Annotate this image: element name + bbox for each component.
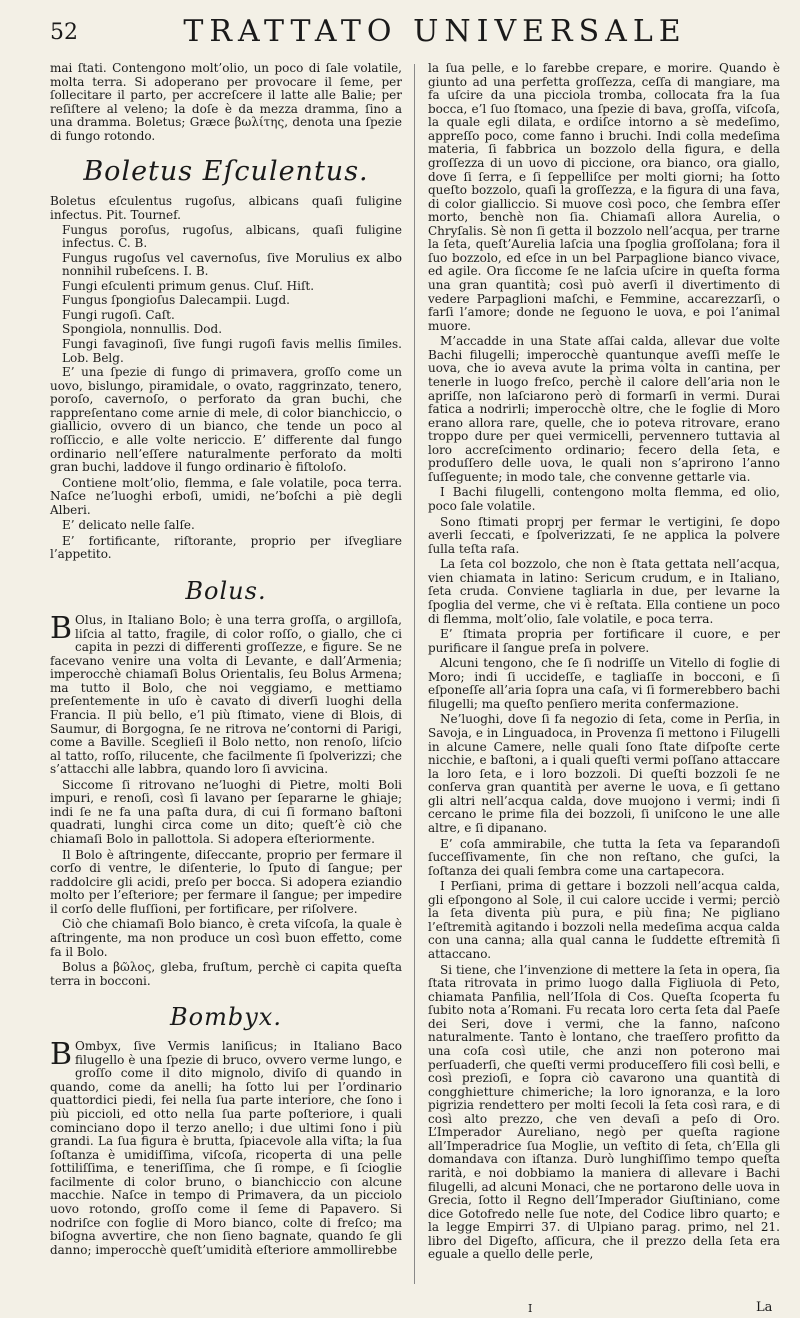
page-header xyxy=(50,14,780,58)
paragraph xyxy=(50,611,402,777)
column-divider xyxy=(414,64,415,1284)
paragraph: E’ una ſpezie di fungo di primavera, groſſo come un uovo, bislungo, piramidale, o ovato, raggrinzato, tenero, poroſo, cavernoſo, o perforato da gran buchi, che rappreſentano come arnie di mele, di color bianchiccio, o giallicio, ovvero di un bianco, che tende un poco al roſſiccio, e alle volte nericcio. E’ differente dal fungo ordinario nell’eſſere naturalmente perforato da molti gran buchi, laddove il fungo ordinario è fiſtoloſo. xyxy=(50,365,402,475)
paragraph: Ne’luoghi, dove ſi fa negozio di ſeta, come in Perſia, in Savoja, e in Linguadoca, in Provenza ſi mettono i Filugelli in alcune Camere, nelle quali ſono ſtate diſpoſte certe nicchie, e baſtoni, a i quali queſti vermi poſſano attaccare la loro ſeta, e i loro bozzoli. Di queſti bozzoli ſe ne conſerva gran quantità per averne le uova, e ſi gettano gli altri nell’acqua calda, dove muojono i vermi; indi ſi cercano le prime fila dei bozzoli, ſi uniſcono le une alle altre, e ſi dipanano. xyxy=(428,712,780,835)
paragraph: Si tiene, che l’invenzione di mettere la ſeta in opera, ſia ſtata ritrovata in primo luogo dalla Figliuola di Peto, chiamata Panfilia, nell’Iſola di Cos. Queſta ſcoperta fu ſubito nota a’Romani. Fu recata loro certa ſeta dal Paeſe dei Seri, dove i vermi, che la fanno, naſcono naturalmente. Tanto è lontano, che traeſſero profitto da una coſa così utile, che anzi non poterono mai perſuaderſi, che queſti vermi produceſſero fili così belli, e così prezioſi, e ſopra ciò cavarono una quantità di congghietture chimeriche; la loro ignoranza, e la loro pigrizia rendettero per molti ſecoli la ſeta così rara, e di così alto prezzo, che ven devaſi a peſo di Oro. L’Imperador Aureliano, negò per queſta ragione all’Imperadrice ſua Moglie, un veſtito di ſeta, ch’Ella gli domandava con iſtanza. Durò lunghiſſimo tempo queſta rarità, e noi dobbiamo la maniera di allevare i Bachi filugelli, ad alcuni Monaci, che ne portarono delle uova in Grecia, ſotto il Regno dell’Imperador Giuſtiniano, come dice Gotofredo nelle ſue note, del Codice libro quarto; e la legge Empirri 37. di Ulpiano parag. primo, nel 21. libro del Digeſto, aſſicura, che il prezzo della ſeta era eguale a quello delle perle, xyxy=(428,962,780,1262)
paragraph: Ciò che chiamaſi Bolo bianco, è creta viſcoſa, la quale è aſtringente, ma non produce un così buon effetto, come fa il Bolo. xyxy=(50,917,402,959)
paragraph: Alcuni tengono, che ſe ſi nodriſſe un Vitello di foglie di Moro; indi ſi uccideſſe, e tagliaſſe in bocconi, e ſi eſponeſſe all’aria ſopra una caſa, vi ſi formerebbero bachi filugelli; ma queſto penſiero merita confermazione. xyxy=(428,656,780,711)
synonym-line: Boletus eſculentus rugoſus, albicans quaſi fuligine infectus. Pit. Tournef. xyxy=(50,194,402,222)
catchword: La xyxy=(756,1300,773,1315)
paragraph: E’ coſa ammirabile, che tutta la ſeta va ſeparandoſi ſucceſſivamente, ſin che non reſtano, che guſci, la ſoſtanza dei quali ſembra come una cartapecora. xyxy=(428,836,780,878)
synonym-line: Fungi rugoſi. Caſt. xyxy=(62,307,175,322)
entry-heading: Bombyx. xyxy=(170,1003,282,1032)
page-number: 52 xyxy=(50,20,78,45)
right-column xyxy=(428,62,780,1264)
paragraph: Siccome ſi ritrovano ne’luoghi di Pietre, molti Boli impuri, e renoſi, così ſi lavano per ſepararne le ghiaje; indi ſe ne fa una paſta dura, di cui ſi formano baſtoni quadrati, lunghi circa come un dito; queſt’è ciò che chiamaſi Bolo in pallottola. Si adopera eſteriormente. xyxy=(50,777,402,846)
running-title: TRATTATO UNIVERSALE xyxy=(183,14,687,49)
paragraph: E’ ſtimata propria per fortificare il cuore, e per purificare il ſangue preſa in polvere. xyxy=(428,627,780,655)
paragraph: E’ delicato nelle ſalſe. xyxy=(62,518,195,533)
drop-cap: B xyxy=(50,611,73,646)
entry-heading: Boletus Eſculentus. xyxy=(83,156,369,188)
paragraph: I Bachi filugelli, contengono molta flemma, ed olio, poco ſale volatile. xyxy=(428,485,780,513)
paragraph: Contiene molt’olio, flemma, e ſale volatile, poca terra. Naſce ne’luoghi erboſi, umidi, ne’boſchi a piè degli Alberi. xyxy=(50,475,402,517)
synonym-line: Fungus ſpongioſus Dalecampii. Lugd. xyxy=(62,293,290,308)
paragraph: I Perſiani, prima di gettare i bozzoli nell’acqua calda, gli eſpongono al Sole, il cui calore uccide i vermi; perciò la ſeta diventa più pura, e più fina; Ne pigliano l’eſtremità agitando i bozzoli nella medeſima acqua calda con una canna; alla qual canna le ſuddette eſtremità ſi attaccano. xyxy=(428,879,780,961)
paragraph: La ſeta col bozzolo, che non è ſtata gettata nell’acqua, vien chiamata in latino: Sericum crudum, e in Italiano, ſeta cruda. Conviene tagliarla in due, per levarne la ſpoglia del verme, che vi è reſtata. Ella contiene un poco di flemma, molt’olio, ſale volatile, e poca terra. xyxy=(428,557,780,626)
synonym-line: Fungus rugoſus vel cavernoſus, ſive Morulius ex albo nonnihil rubeſcens. I. B. xyxy=(62,250,402,279)
paragraph: mai ſtati. Contengono molt’olio, un poco di ſale volatile, molta terra. Si adoperano per provocare il ſeme, per ſollecitare il parto, per accreſcere il latte alle Balie; per reſiſtere al veleno; la doſe è da mezza dramma, ſino a una dramma. Boletus; Græce βωλίτης, denota una ſpezie di fungo rotondo. xyxy=(50,61,402,143)
synonym-line: Spongiola, nonnullis. Dod. xyxy=(62,322,223,337)
paragraph-text: Olus, in Italiano Bolo; è una terra groſſa, o argilloſa, liſcia al tatto, fragile, di color roſſo, o giallo, che ci capita in pezzi di differenti groſſezze, e figure. Se ne facevano venire una volta di Levante, e dall’Armenia; imperocchè chiamaſi Bolus Orientalis, ſeu Bolus Armena; ma tutto il Bolo, che noi veggiamo, e mettiamo preſentemente in uſo è cavato di diverſi luoghi della Francia. Il più bello, e’l più ſtimato, viene di Blois, di Saumur, di Borgogna, ſe ne ritrova ne’contorni di Parigi, come a Baville. Sceglieſi il Bolo netto, non renoſo, liſcio al tatto, roſſo, rilucente, che facilmente ſi ſpolverizzi; che s’attacchi alle labbra, quando loro ſi avvicina. xyxy=(50,613,402,777)
synonym-line: Fungus poroſus, rugoſus, albicans, quaſi fuligine infectus. C. B. xyxy=(62,222,402,251)
synonym-line: Fungi eſculenti primum genus. Cluſ. Hiſt. xyxy=(62,278,315,293)
paragraph: M’accadde in una State aſſai calda, allevar due volte Bachi filugelli; imperocchè quantunque aveſſi meſſe le uova, che io aveva avute la prima volta in cantina, per tenerle in luogo freſco, perchè il calore dell’aria non le apriſſe, non laſciarono però di formarſi in vermi. Durai fatica a nodrirli; imperocchè oltre, che le foglie di Moro erano allora rare, quelle, che io poteva ritrovare, erano troppo dure per quei vermicelli, pervennero tuttavia al loro accreſcimento ordinario; fecero della ſeta, e produſſero delle uova, le quali non s’aprirono l’anno ſuſſeguente; in modo tale, che convenne gettarle via. xyxy=(428,334,780,484)
synonym-line: Fungi favaginoſi, ſive fungi rugoſi favis mellis ſimiles. Lob. Belg. xyxy=(62,337,402,365)
paragraph: E’ fortificante, riſtorante, proprio per iſvegliare l’appetito. xyxy=(50,533,402,562)
paragraph: Il Bolo è aſtringente, diſeccante, proprio per fermare il corſo di ventre, le diſenterie, lo ſputo di ſangue; per raddolcire gli acidi, preſo per bocca. Si adopera eziandio molto per l’eſteriore; per fermare il ſangue; per impedire il corſo delle fluſſioni, per fortificare, per riſolvere. xyxy=(50,847,402,916)
paragraph xyxy=(50,1037,402,1257)
entry-heading: Bolus. xyxy=(185,577,267,605)
paragraph: la ſua pelle, e lo farebbe crepare, e morire. Quando è giunto ad una perfetta groſſezza, ceſſa di mangiare, ma fa uſcire da una picciola tromba, collocata fra la ſua bocca, e’l ſuo ſtomaco, una ſpezie di bava, groſſa, viſcoſa, la quale egli dilata, e ordiſce intorno a sè medeſimo, appreſſo poco, come fanno i bruchi. Indi colla medeſima materia, ſi fabbrica un bozzolo della figura, e della groſſezza di un uovo di piccione, ora bianco, ora giallo, dove ſi ſerra, e ſi ſeppelliſce per molti giorni; ha ſotto queſto bozzolo, quaſi la groſſezza, e la figura di una fava, di color gialliccio. Si muove così poco, che ſembra eſſer morto, benchè non ſia. Chiamaſi allora Aurelia, o Chryſalis. Sè non ſi getta il bozzolo nell’acqua, per trarne la ſeta, queſt’Aurelia laſcia una ſpoglia groſſolana; fora il ſuo bozzolo, ed eſce in un bel Parpaglione bianco vivace, ed agile. Ora ſiccome ſe ne laſcia uſcire in queſta forma una gran quantità; così può averſi il divertimento di vedere Parpaglioni maſchi, e Femmine, accarezzarſi, o farſi l’amore; donde ne ſeguono le uova, e poi l’animal muore. xyxy=(428,61,780,333)
left-column xyxy=(50,62,402,1259)
signature-mark: I xyxy=(528,1302,533,1315)
drop-cap: B xyxy=(50,1037,73,1073)
paragraph-text: Ombyx, ſive Vermis laniſicus; in Italiano Baco filugello è una ſpezie di bruco, ovvero verme lungo, e groſſo come il dito mignolo, diviſo di quando in quando, come da anelli; ha ſotto lui per l’ordinario quattordici piedi, fei nella ſua parte interiore, che ſono i più piccioli, ed otto nella ſua parte poſteriore, i quali cominciano dopo il terzo anello; i due ultimi ſono i più grandi. La ſua figura è brutta, ſpiacevole alla viſta; la ſua ſoſtanza è umidiſſima, viſcoſa, ricoperta di una pelle ſottiliſſima, e teneriſſima, che ſi rompe, e ſi ſcioglie facilmente di color bruno, o bianchiccio con alcune macchie. Naſce in tempo di Primavera, da un picciolo uovo rotondo, groſſo come il ſeme di Papavero. Si nodriſce con foglie di Moro bianco, colte di freſco; ma biſogna avvertire, che non ſieno bagnate, quando ſe gli danno; imperocchè queſt’umidità eſteriore ammollirebbe xyxy=(50,1039,402,1257)
paragraph: Bolus a βῶλος, gleba, fruſtum, perchè ci capita queſta terra in bocconi. xyxy=(50,960,402,988)
paragraph: Sono ſtimati proprj per fermar le vertigini, ſe dopo averli ſeccati, e ſpolverizzati, ſe ne applica la polvere ſulla teſta raſa. xyxy=(428,514,780,556)
